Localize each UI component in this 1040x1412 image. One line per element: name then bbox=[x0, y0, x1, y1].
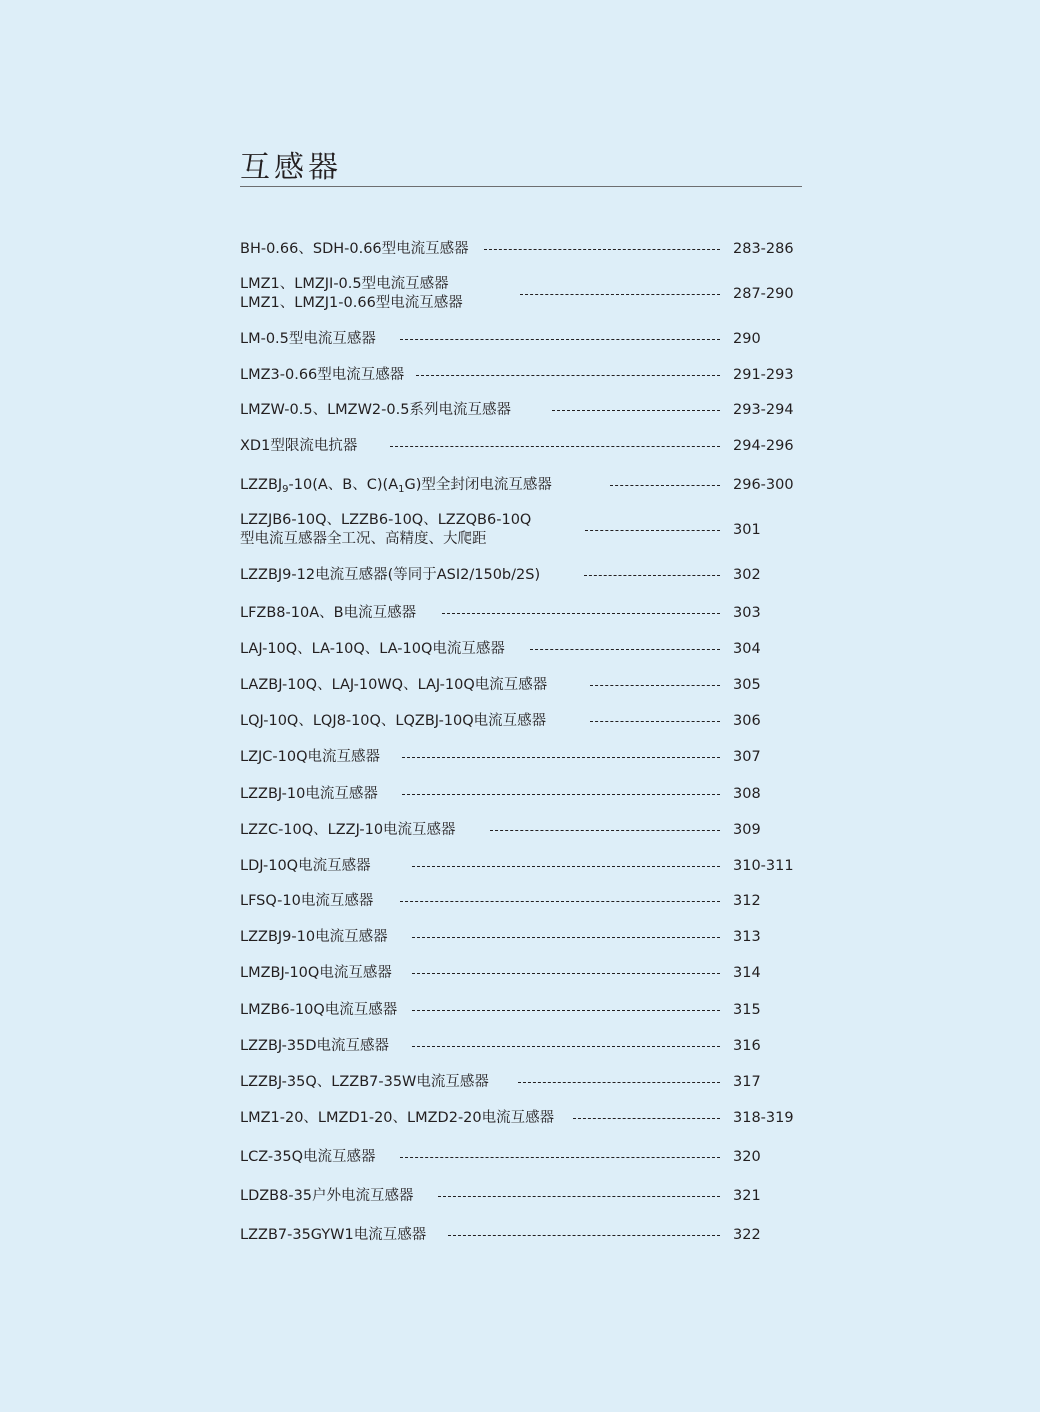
toc-entry-title bbox=[240, 240, 469, 259]
toc-entry-title bbox=[240, 604, 416, 623]
toc-entry-title-line: LZZJB6-10Q、LZZB6-10Q、LZZQB6-10Q bbox=[240, 512, 532, 528]
toc-entry bbox=[240, 821, 802, 840]
toc-entry bbox=[240, 1148, 802, 1167]
toc-entry bbox=[240, 892, 802, 911]
toc-entry-title-line: LZZBJ-35D电流互感器 bbox=[240, 1037, 389, 1054]
toc-entry-pages: 310-311 bbox=[733, 857, 794, 874]
dotted-leader bbox=[584, 575, 720, 576]
toc-entry bbox=[240, 712, 802, 731]
toc-entry-title bbox=[240, 928, 388, 947]
toc-entry-title-line: LQJ-10Q、LQJ8-10Q、LQZBJ-10Q电流互感器 bbox=[240, 712, 547, 729]
toc-entry-title-line: BH-0.66、SDH-0.66型电流互感器 bbox=[240, 240, 469, 257]
toc-entry bbox=[240, 366, 802, 385]
toc-entry-pages: 291-293 bbox=[733, 366, 794, 383]
toc-entry-title bbox=[240, 275, 463, 313]
dotted-leader bbox=[573, 1118, 720, 1119]
dotted-leader bbox=[518, 1082, 720, 1083]
toc-entry-pages: 305 bbox=[733, 676, 761, 693]
toc-entry bbox=[240, 1001, 802, 1020]
toc-entry-title bbox=[240, 1109, 554, 1128]
toc-entry-pages: 301 bbox=[733, 521, 761, 538]
dotted-leader bbox=[412, 973, 720, 974]
toc-entry-title-line: LFSQ-10电流互感器 bbox=[240, 892, 374, 909]
toc-entry-title-line: LZZBJ9-10电流互感器 bbox=[240, 928, 388, 945]
toc-entry-title-line: LM-0.5型电流互感器 bbox=[240, 330, 376, 347]
dotted-leader bbox=[530, 649, 720, 650]
dotted-leader bbox=[438, 1196, 720, 1197]
toc-entry bbox=[240, 566, 802, 585]
toc-entry-title bbox=[240, 821, 456, 840]
toc-entry-title bbox=[240, 330, 376, 349]
toc-entry-title bbox=[240, 566, 540, 585]
toc-entry bbox=[240, 275, 802, 313]
toc-entry-title bbox=[240, 1187, 414, 1206]
toc-entry bbox=[240, 748, 802, 767]
toc-entry-pages: 318-319 bbox=[733, 1109, 794, 1126]
toc-entry-title-line: LMZ1、LMZJ1-0.66型电流互感器 bbox=[240, 295, 463, 311]
toc-entry-title bbox=[240, 892, 373, 911]
dotted-leader bbox=[590, 685, 720, 686]
toc-entry-title bbox=[240, 1226, 426, 1245]
dotted-leader bbox=[590, 721, 720, 722]
toc-entry bbox=[240, 1187, 802, 1206]
toc-entry-title-line: LFZB8-10A、B电流互感器 bbox=[240, 604, 417, 621]
dotted-leader bbox=[400, 1157, 720, 1158]
toc-entry-title-line: 型电流互感器全工况、高精度、大爬距 bbox=[240, 531, 487, 547]
toc-entry-pages: 283-286 bbox=[733, 240, 794, 257]
dotted-leader bbox=[416, 375, 720, 376]
toc-entry-pages: 303 bbox=[733, 604, 761, 621]
toc-entry-pages: 315 bbox=[733, 1001, 761, 1018]
toc-entry-pages: 316 bbox=[733, 1037, 761, 1054]
page-title: 互感器 bbox=[240, 150, 342, 185]
dotted-leader bbox=[412, 1010, 720, 1011]
dotted-leader bbox=[402, 794, 720, 795]
toc-entry bbox=[240, 437, 802, 456]
toc-entry-title-line: LZZBJ9-12电流互感器(等同于ASI2/150b/2S) bbox=[240, 566, 541, 583]
toc-entry-title bbox=[240, 437, 357, 456]
toc-entry-pages: 321 bbox=[733, 1187, 761, 1204]
toc-entry-title-line: LAJ-10Q、LA-10Q、LA-10Q电流互感器 bbox=[240, 640, 505, 657]
toc-entry-title bbox=[240, 1001, 397, 1020]
toc-entry bbox=[240, 401, 802, 420]
toc-entry-title-line: LDJ-10Q电流互感器 bbox=[240, 857, 371, 874]
toc-entry-pages: 309 bbox=[733, 821, 761, 838]
toc-entry-title-line: LMZBJ-10Q电流互感器 bbox=[240, 964, 392, 981]
toc-entry-title-line: LMZ3-0.66型电流互感器 bbox=[240, 366, 405, 383]
toc-entry-title-line: LZJC-10Q电流互感器 bbox=[240, 748, 381, 765]
dotted-leader bbox=[448, 1235, 720, 1236]
toc-entry bbox=[240, 330, 802, 349]
dotted-leader bbox=[484, 249, 720, 250]
toc-entry-title-line: LMZB6-10Q电流互感器 bbox=[240, 1001, 398, 1018]
toc-entry-title-line: LMZW-0.5、LMZW2-0.5系列电流互感器 bbox=[240, 401, 511, 418]
toc-entry-title bbox=[240, 1037, 389, 1056]
toc-entry bbox=[240, 476, 802, 495]
toc-entry-title bbox=[240, 1148, 375, 1167]
toc-entry bbox=[240, 964, 802, 983]
toc-entry-title-line: LZZBJ-35Q、LZZB7-35W电流互感器 bbox=[240, 1073, 489, 1090]
toc-entry-pages: 302 bbox=[733, 566, 761, 583]
dotted-leader bbox=[400, 339, 720, 340]
title-rule bbox=[240, 186, 802, 187]
dotted-leader bbox=[552, 410, 720, 411]
toc-entry-pages: 317 bbox=[733, 1073, 761, 1090]
toc-entry bbox=[240, 1109, 802, 1128]
toc-entry-title bbox=[240, 785, 378, 804]
toc-entry-pages: 290 bbox=[733, 330, 761, 347]
toc-entry-pages: 312 bbox=[733, 892, 761, 909]
toc-entry-title bbox=[240, 401, 511, 420]
toc-entry-title bbox=[240, 476, 552, 495]
toc-entry-pages: 320 bbox=[733, 1148, 761, 1165]
toc-entry-title-line: LMZ1-20、LMZD1-20、LMZD2-20电流互感器 bbox=[240, 1109, 555, 1126]
toc-entry bbox=[240, 604, 802, 623]
toc-entry-title-line: LAZBJ-10Q、LAJ-10WQ、LAJ-10Q电流互感器 bbox=[240, 676, 548, 693]
toc-entry bbox=[240, 240, 802, 259]
toc-entry bbox=[240, 1037, 802, 1056]
toc-entry-title-line: LMZ1、LMZJI-0.5型电流互感器 bbox=[240, 276, 449, 292]
toc-entry-title bbox=[240, 676, 547, 695]
toc-entry-title bbox=[240, 712, 546, 731]
toc-entry-title-line: LZZC-10Q、LZZJ-10电流互感器 bbox=[240, 821, 456, 838]
toc-entry-pages: 296-300 bbox=[733, 476, 794, 493]
dotted-leader bbox=[585, 530, 720, 531]
dotted-leader bbox=[402, 757, 720, 758]
toc-entry bbox=[240, 928, 802, 947]
dotted-leader bbox=[390, 446, 720, 447]
toc-entry-title-line: LZZB7-35GYW1电流互感器 bbox=[240, 1226, 427, 1243]
toc-entry-pages: 304 bbox=[733, 640, 761, 657]
toc-entry-title bbox=[240, 748, 380, 767]
toc-entry-pages: 308 bbox=[733, 785, 761, 802]
toc-entry-title-line: $LZZBJ_9-10(A$、B、$C)(A_1G)$型全封闭电流互感器 bbox=[240, 476, 552, 495]
dotted-leader bbox=[610, 485, 720, 486]
toc-entry-pages: 293-294 bbox=[733, 401, 794, 418]
toc-entry bbox=[240, 640, 802, 659]
toc-entry bbox=[240, 1073, 802, 1092]
dotted-leader bbox=[412, 866, 720, 867]
dotted-leader bbox=[520, 294, 720, 295]
toc-entry bbox=[240, 511, 802, 549]
toc-entry-title bbox=[240, 366, 404, 385]
toc-entry-title-line: LDZB8-35户外电流互感器 bbox=[240, 1187, 414, 1204]
toc-entry bbox=[240, 857, 802, 876]
toc-entry-title bbox=[240, 857, 371, 876]
toc-entry-title-line: LCZ-35Q电流互感器 bbox=[240, 1148, 376, 1165]
toc-entry-pages: 287-290 bbox=[733, 285, 794, 302]
toc-entry-title bbox=[240, 511, 531, 549]
toc-entry-pages: 294-296 bbox=[733, 437, 794, 454]
toc-entry-pages: 322 bbox=[733, 1226, 761, 1243]
toc-entry-title bbox=[240, 640, 505, 659]
toc-entry-title bbox=[240, 964, 392, 983]
dotted-leader bbox=[400, 901, 720, 902]
toc-entry bbox=[240, 785, 802, 804]
dotted-leader bbox=[442, 613, 720, 614]
toc-entry bbox=[240, 676, 802, 695]
toc-entry-pages: 306 bbox=[733, 712, 761, 729]
dotted-leader bbox=[490, 830, 720, 831]
toc-entry bbox=[240, 1226, 802, 1245]
toc-entry-title-line: XD1型限流电抗器 bbox=[240, 437, 358, 454]
toc-entry-title-line: LZZBJ-10电流互感器 bbox=[240, 785, 378, 802]
toc-entry-title bbox=[240, 1073, 489, 1092]
toc-entry-pages: 314 bbox=[733, 964, 761, 981]
dotted-leader bbox=[412, 937, 720, 938]
toc-entry-pages: 313 bbox=[733, 928, 761, 945]
toc-entry-pages: 307 bbox=[733, 748, 761, 765]
dotted-leader bbox=[412, 1046, 720, 1047]
